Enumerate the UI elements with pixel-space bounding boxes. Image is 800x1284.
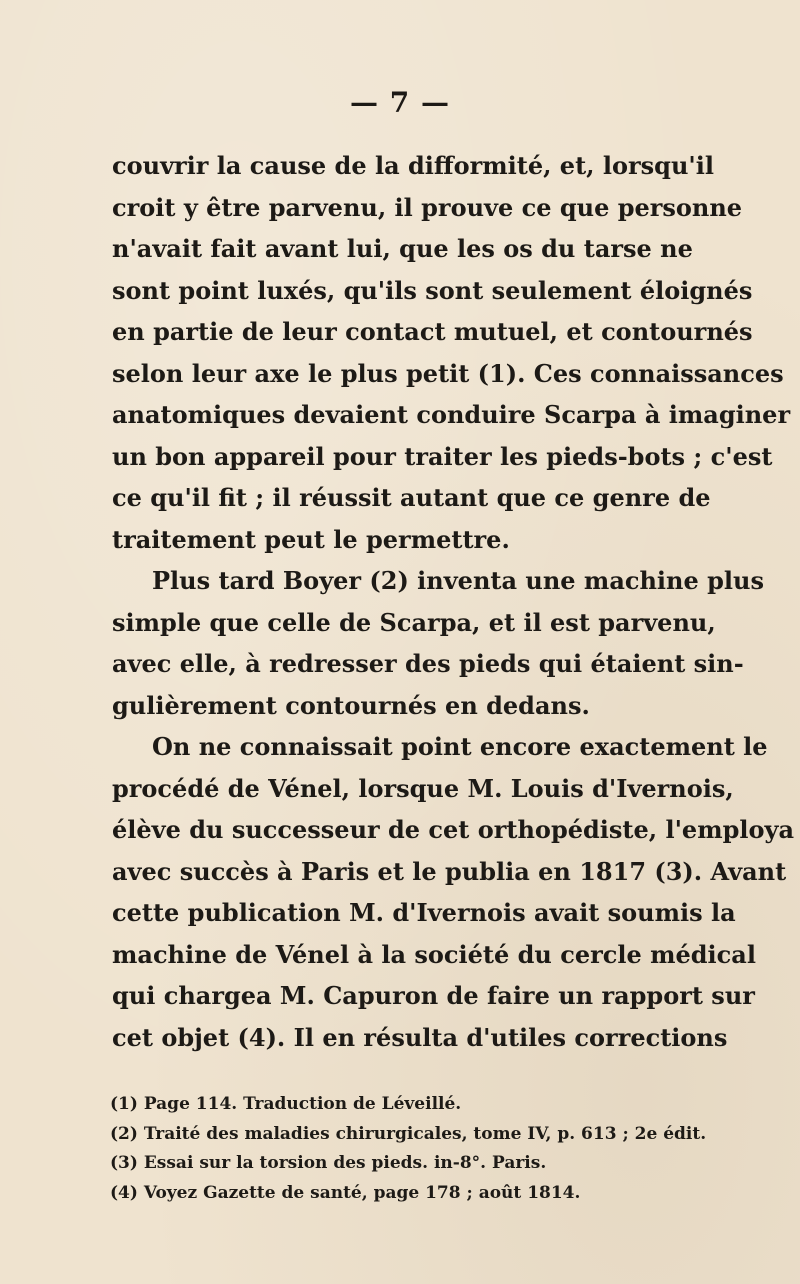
paragraph-start-line: On ne connaissait point encore exactement le [152, 732, 768, 761]
body-line: couvrir la cause de la difformité, et, lorsqu'il [112, 151, 714, 180]
body-line: machine de Vénel à la société du cercle médical [112, 939, 756, 969]
body-line: avec succès à Paris et le publia en 1817 (3). Avant [112, 856, 787, 886]
footnote: (2) Traité des maladies chirurgicales, tome IV, p. 613 ; 2e édit. [110, 1123, 707, 1144]
body-line: simple que celle de Scarpa, et il est parvenu, [112, 607, 716, 637]
body-line: en partie de leur contact mutuel, et contournés [112, 317, 753, 346]
body-line: cet objet (4). Il en résulta d'utiles corrections [112, 1022, 728, 1052]
body-line: traitement peut le permettre. [112, 524, 510, 554]
body-line: avec elle, à redresser des pieds qui étaient sin- [112, 649, 744, 678]
footnote: (3) Essai sur la torsion des pieds. in-8°. Paris. [110, 1153, 547, 1173]
body-line: selon leur axe le plus petit (1). Ces connaissances [112, 358, 784, 388]
body-line: élève du successeur de cet orthopédiste, l'employa [112, 815, 794, 844]
body-line: ce qu'il fit ; il réussit autant que ce genre de [112, 483, 711, 512]
body-line: un bon appareil pour traiter les pieds-bots ; c'est [112, 441, 773, 471]
body-line: gulièrement contournés en dedans. [112, 690, 590, 720]
body-line: procédé de Vénel, lorsque M. Louis d'Ivernois, [112, 773, 734, 803]
page-number: — 7 — [350, 86, 450, 119]
body-line: cette publication M. d'Ivernois avait soumis la [112, 898, 736, 927]
paragraph-start-line: Plus tard Boyer (2) inventa une machine plus [152, 566, 764, 595]
body-line: qui chargea M. Capuron de faire un rapport sur [112, 981, 755, 1010]
footnotes [110, 1090, 707, 1208]
body-line: anatomiques devaient conduire Scarpa à imaginer [112, 400, 791, 429]
body-text [112, 145, 794, 1058]
body-line: n'avait fait avant lui, que les os du tarse ne [112, 234, 693, 263]
body-line: croit y être parvenu, il prouve ce que personne [112, 192, 743, 222]
footnote: (4) Voyez Gazette de santé, page 178 ; août 1814. [110, 1182, 581, 1203]
body-line: sont point luxés, qu'ils sont seulement éloignés [112, 275, 753, 305]
footnote: (1) Page 114. Traduction de Léveillé. [110, 1094, 462, 1114]
